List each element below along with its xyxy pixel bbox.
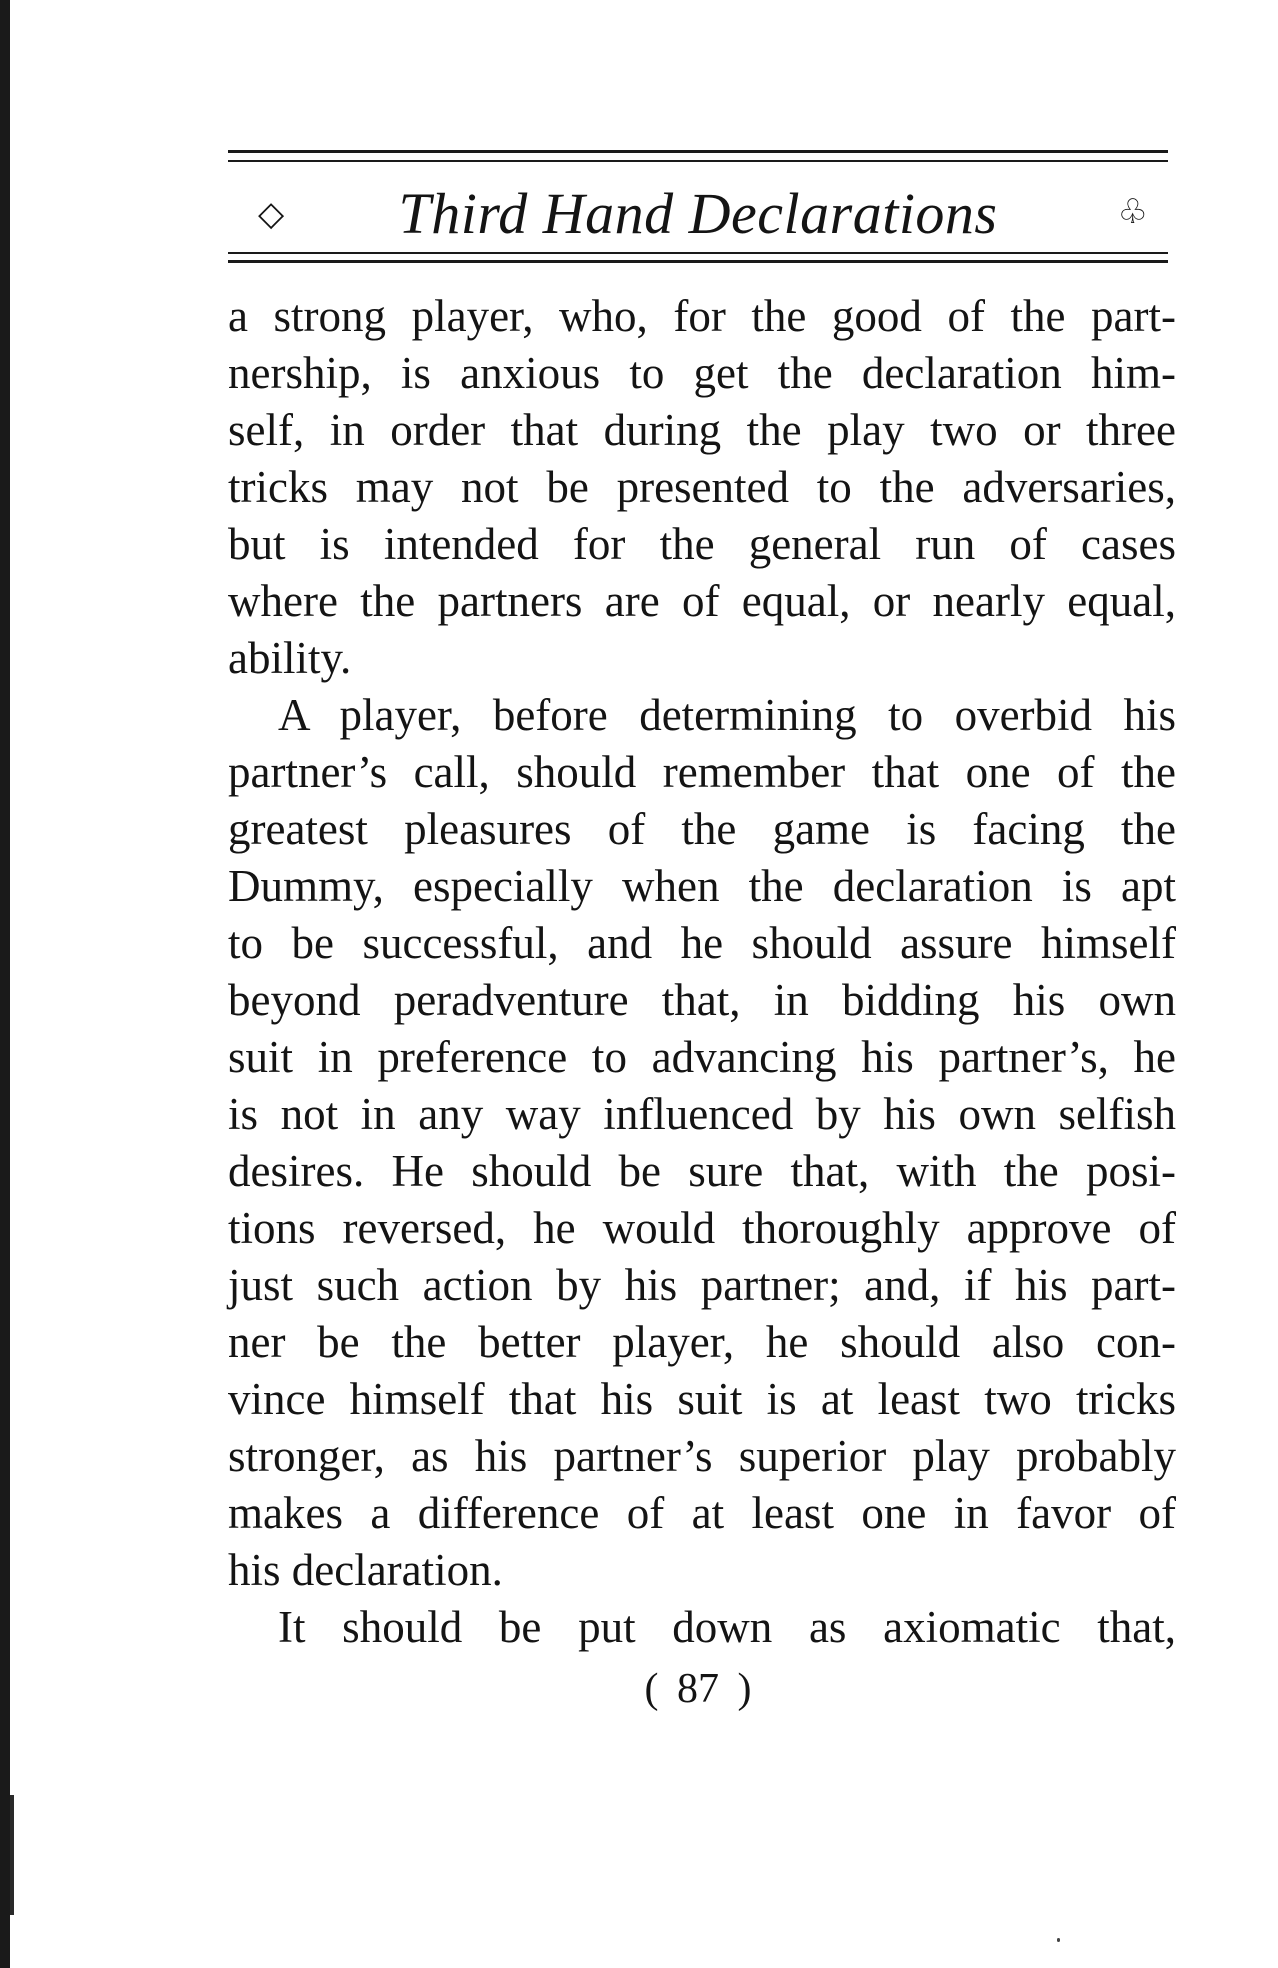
text-line: tions reversed, he would thoroughly approve of — [228, 1203, 1176, 1253]
head-rule-top-thin — [228, 160, 1168, 162]
text-line: Dummy, especially when the declaration is apt — [228, 861, 1176, 911]
text-line: stronger, as his partner’s superior play probably — [228, 1431, 1176, 1481]
text-line: desires. He should be sure that, with the posi- — [228, 1146, 1176, 1196]
text-line: just such action by his partner; and, if his part- — [228, 1260, 1176, 1310]
paragraph-first-line: It should be put down as axiomatic that, — [278, 1602, 1176, 1652]
running-head — [228, 172, 1168, 246]
text-line: ability. — [228, 633, 352, 683]
head-rule-bottom-thin — [228, 252, 1168, 254]
text-line: tricks may not be presented to the adversaries, — [228, 462, 1176, 512]
page-edge-mark — [10, 1795, 14, 1915]
head-rule-bottom-thick — [228, 260, 1168, 263]
paragraph-first-line: A player, before determining to overbid his — [278, 690, 1176, 740]
text-line: but is intended for the general run of cases — [228, 519, 1176, 569]
text-line: nership, is anxious to get the declaration him- — [228, 348, 1176, 398]
page-number: ( 87 ) — [644, 1666, 752, 1712]
text-line: partner’s call, should remember that one of the — [228, 747, 1176, 797]
text-line: suit in preference to advancing his partner’s, he — [228, 1032, 1176, 1082]
text-line: a strong player, who, for the good of the part- — [228, 291, 1176, 341]
text-line: his declaration. — [228, 1545, 503, 1595]
text-line: self, in order that during the play two or three — [228, 405, 1176, 455]
text-line: makes a difference of at least one in favor of — [228, 1488, 1176, 1538]
text-line: greatest pleasures of the game is facing the — [228, 804, 1176, 854]
text-line: beyond peradventure that, in bidding his own — [228, 975, 1176, 1025]
page-edge-shadow — [0, 0, 10, 1968]
text-line: to be successful, and he should assure himself — [228, 918, 1176, 968]
text-line: is not in any way influenced by his own selfish — [228, 1089, 1176, 1139]
paper-speck — [1057, 1938, 1060, 1942]
text-line: ner be the better player, he should also con- — [228, 1317, 1176, 1367]
club-ornament-icon: ♧ — [1117, 192, 1148, 232]
body-text — [228, 288, 1176, 1656]
text-line: where the partners are of equal, or nearly equal, — [228, 576, 1176, 626]
head-rule-top-thick — [228, 150, 1168, 153]
diamond-ornament-icon: ◇ — [258, 194, 285, 234]
text-line: vince himself that his suit is at least two tricks — [228, 1374, 1176, 1424]
running-head-title: Third Hand Declarations — [398, 181, 998, 246]
